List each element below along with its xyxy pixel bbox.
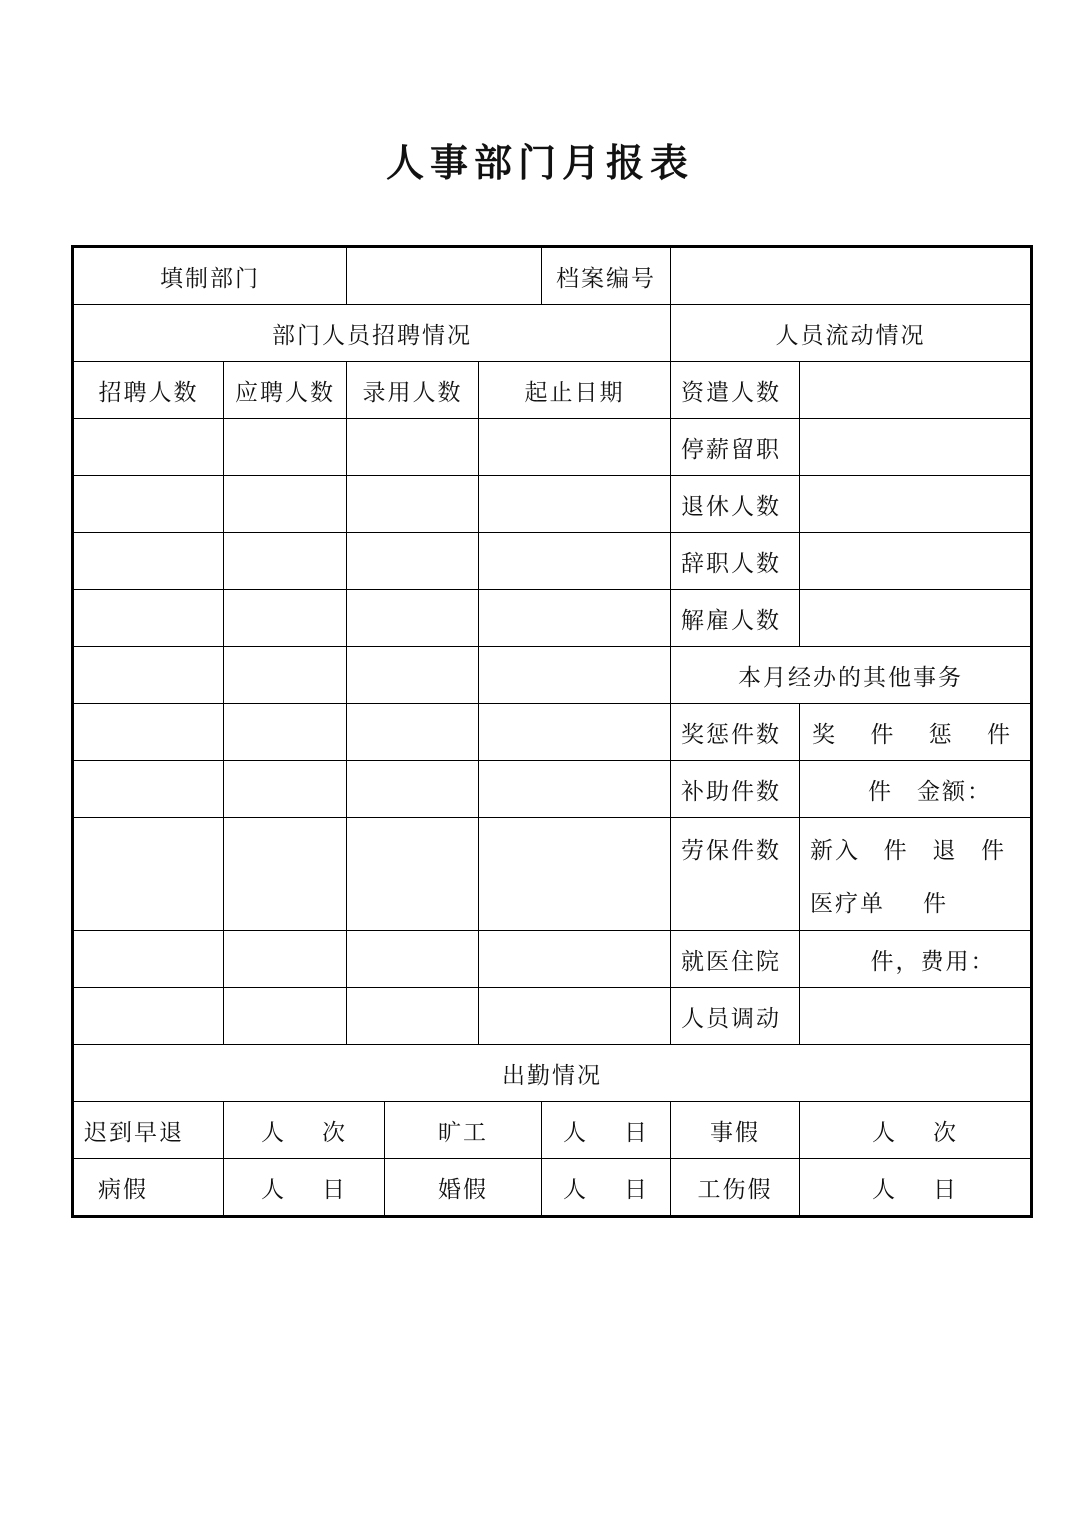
- hired-cell[interactable]: [347, 590, 479, 647]
- hired-cell[interactable]: [347, 476, 479, 533]
- recruit-cell[interactable]: [73, 931, 224, 988]
- unit-days: 日: [624, 1176, 650, 1203]
- date-cell[interactable]: [479, 590, 671, 647]
- date-cell[interactable]: [479, 533, 671, 590]
- date-cell[interactable]: [479, 419, 671, 476]
- recruit-cell[interactable]: [73, 704, 224, 761]
- table-row: [73, 476, 1032, 533]
- flow-label-severance: 资遣人数: [671, 362, 800, 419]
- unit-person: 人: [563, 1176, 589, 1203]
- attendance-input-absent[interactable]: [542, 1102, 671, 1159]
- unit-person: 人: [261, 1176, 286, 1203]
- flow-label-retired: 退休人数: [671, 476, 800, 533]
- recruit-section-title: 部门人员招聘情况: [73, 305, 671, 362]
- applicant-cell[interactable]: [224, 704, 347, 761]
- unit-times: 次: [933, 1119, 959, 1146]
- other-label-rewards: 奖惩件数: [671, 704, 800, 761]
- hired-cell[interactable]: [347, 647, 479, 704]
- applicant-cell[interactable]: [224, 590, 347, 647]
- attendance-row: [73, 1159, 1032, 1217]
- header-row: [73, 247, 1032, 305]
- attendance-input-sick[interactable]: [224, 1159, 385, 1217]
- unit-text: 件: [987, 721, 1012, 748]
- table-row: [73, 590, 1032, 647]
- hired-cell[interactable]: [347, 704, 479, 761]
- col-header-date-range: 起止日期: [479, 362, 671, 419]
- unit-person: 人: [872, 1176, 898, 1203]
- table-row: [73, 533, 1032, 590]
- flow-input-severance[interactable]: [800, 362, 1032, 419]
- flow-section-title: 人员流动情况: [671, 305, 1032, 362]
- flow-input-retired[interactable]: [800, 476, 1032, 533]
- attendance-input-personal-leave[interactable]: [800, 1102, 1032, 1159]
- flow-input-resigned[interactable]: [800, 533, 1032, 590]
- dept-label: 填制部门: [73, 247, 347, 305]
- file-no-input[interactable]: [671, 247, 1032, 305]
- recruit-cell[interactable]: [73, 988, 224, 1045]
- unit-text: 件: [923, 891, 949, 917]
- other-input-labor-insurance[interactable]: [800, 818, 1032, 931]
- flow-input-dismissed[interactable]: [800, 590, 1032, 647]
- attendance-label-late: 迟到早退: [73, 1102, 224, 1159]
- amount-text: 金额：: [917, 778, 993, 805]
- unit-days: 日: [624, 1119, 650, 1146]
- applicant-cell[interactable]: [224, 647, 347, 704]
- date-cell[interactable]: [479, 988, 671, 1045]
- unit-text: 件: [883, 838, 909, 864]
- recruit-cell[interactable]: [73, 590, 224, 647]
- unit-days: 日: [322, 1176, 347, 1203]
- attendance-input-late[interactable]: [224, 1102, 385, 1159]
- col-header-recruit-count: 招聘人数: [73, 362, 224, 419]
- recruit-cell[interactable]: [73, 761, 224, 818]
- unit-text: 件: [868, 778, 894, 805]
- date-cell[interactable]: [479, 818, 671, 931]
- recruit-cell[interactable]: [73, 647, 224, 704]
- table-row: [73, 419, 1032, 476]
- hired-cell[interactable]: [347, 988, 479, 1045]
- withdraw-text: 退: [932, 838, 958, 864]
- table-row: [73, 647, 1032, 704]
- col-header-hired-count: 录用人数: [347, 362, 479, 419]
- new-entry-text: 新入: [810, 838, 861, 864]
- file-no-label: 档案编号: [542, 247, 671, 305]
- attendance-row: [73, 1102, 1032, 1159]
- other-section-title: 本月经办的其他事务: [671, 647, 1032, 704]
- other-label-transfer: 人员调动: [671, 988, 800, 1045]
- table-row: [73, 704, 1032, 761]
- recruit-cell[interactable]: [73, 419, 224, 476]
- hired-cell[interactable]: [347, 419, 479, 476]
- date-cell[interactable]: [479, 761, 671, 818]
- labor-insurance-label: 劳保件数: [681, 838, 782, 864]
- other-label-hospital: 就医住院: [671, 931, 800, 988]
- flow-label-unpaid-leave: 停薪留职: [671, 419, 800, 476]
- other-label-labor-insurance: [671, 818, 800, 931]
- other-input-subsidy[interactable]: [800, 761, 1032, 818]
- applicant-cell[interactable]: [224, 931, 347, 988]
- flow-input-unpaid-leave[interactable]: [800, 419, 1032, 476]
- flow-label-resigned: 辞职人数: [671, 533, 800, 590]
- attendance-input-injury[interactable]: [800, 1159, 1032, 1217]
- unit-text: 件: [980, 838, 1006, 864]
- attendance-label-marriage: 婚假: [385, 1159, 542, 1217]
- applicant-cell[interactable]: [224, 988, 347, 1045]
- table-row: [73, 931, 1032, 988]
- hired-cell[interactable]: [347, 533, 479, 590]
- attendance-title-row: [73, 1045, 1032, 1102]
- table-row: [73, 362, 1032, 419]
- attendance-label-personal-leave: 事假: [671, 1102, 800, 1159]
- section-header-row: [73, 305, 1032, 362]
- flow-label-dismissed: 解雇人数: [671, 590, 800, 647]
- attendance-input-marriage[interactable]: [542, 1159, 671, 1217]
- applicant-cell[interactable]: [224, 419, 347, 476]
- applicant-cell[interactable]: [224, 818, 347, 931]
- other-input-hospital[interactable]: [800, 931, 1032, 988]
- date-cell[interactable]: [479, 931, 671, 988]
- unit-person: 人: [261, 1119, 286, 1146]
- attendance-label-absent: 旷工: [385, 1102, 542, 1159]
- reward-text: 奖: [812, 721, 838, 748]
- col-header-applicant-count: 应聘人数: [224, 362, 347, 419]
- applicant-cell[interactable]: [224, 533, 347, 590]
- other-input-transfer[interactable]: [800, 988, 1032, 1045]
- date-cell[interactable]: [479, 704, 671, 761]
- table-row: [73, 761, 1032, 818]
- applicant-cell[interactable]: [224, 476, 347, 533]
- recruit-cell[interactable]: [73, 533, 224, 590]
- unit-times: 次: [322, 1119, 347, 1146]
- unit-person: 人: [872, 1119, 898, 1146]
- monthly-report-table: [71, 245, 1033, 1218]
- date-cell[interactable]: [479, 476, 671, 533]
- hired-cell[interactable]: [347, 818, 479, 931]
- table-row: [73, 818, 1032, 931]
- medical-form-text: 医疗单: [810, 891, 886, 917]
- hospital-fee-text: 件，费用：: [870, 948, 996, 975]
- attendance-section-title: 出勤情况: [73, 1045, 1032, 1102]
- date-cell[interactable]: [479, 647, 671, 704]
- penalty-text: 惩: [928, 721, 954, 748]
- dept-input[interactable]: [347, 247, 542, 305]
- unit-days: 日: [933, 1176, 959, 1203]
- page-title: 人事部门月报表: [385, 140, 694, 185]
- unit-text: 件: [870, 721, 896, 748]
- hired-cell[interactable]: [347, 761, 479, 818]
- hired-cell[interactable]: [347, 931, 479, 988]
- table-row: [73, 988, 1032, 1045]
- recruit-cell[interactable]: [73, 476, 224, 533]
- applicant-cell[interactable]: [224, 761, 347, 818]
- attendance-label-sick: 病假: [73, 1159, 224, 1217]
- attendance-label-injury: 工伤假: [671, 1159, 800, 1217]
- other-input-rewards[interactable]: [800, 704, 1032, 761]
- other-label-subsidy: 补助件数: [671, 761, 800, 818]
- unit-person: 人: [563, 1119, 589, 1146]
- recruit-cell[interactable]: [73, 818, 224, 931]
